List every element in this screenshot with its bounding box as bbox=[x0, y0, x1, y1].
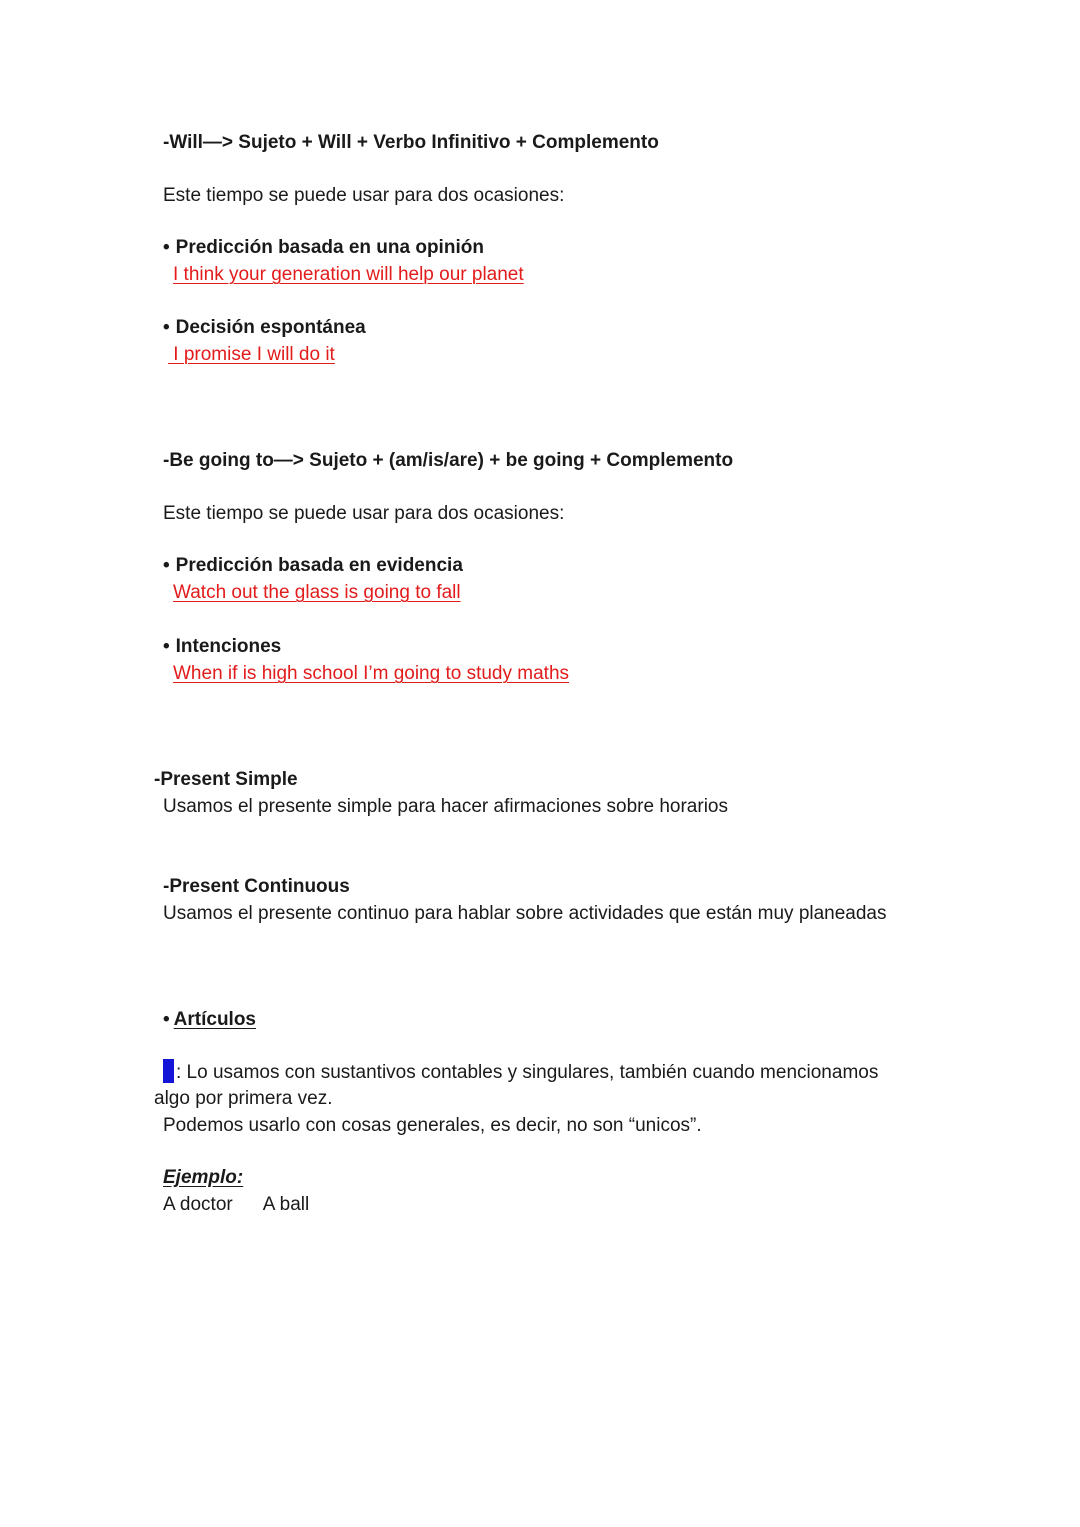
present-simple-text: Usamos el presente simple para hacer afirmaciones sobre horarios bbox=[163, 796, 728, 817]
will-item-2-example: I promise I will do it bbox=[168, 344, 335, 365]
going-to-item-1-title bbox=[163, 553, 463, 579]
will-item-2-title bbox=[163, 315, 366, 341]
examples-line bbox=[163, 1192, 309, 1218]
will-item-1-title bbox=[163, 235, 484, 261]
present-continuous-text: Usamos el presente continuo para hablar sobre actividades que están muy planeadas bbox=[163, 903, 887, 924]
highlight-marker-icon bbox=[163, 1059, 174, 1083]
bullet-icon: • bbox=[163, 317, 170, 338]
bullet-icon: • bbox=[163, 1009, 170, 1030]
going-to-item-2-title bbox=[163, 634, 281, 660]
present-simple-heading: -Present Simple bbox=[154, 769, 298, 790]
will-item-1-title-text: Predicción basada en una opinión bbox=[175, 237, 484, 258]
articulos-line-1 bbox=[163, 1059, 878, 1086]
bullet-icon: • bbox=[163, 636, 170, 657]
bullet-icon: • bbox=[163, 237, 170, 258]
present-continuous-heading: -Present Continuous bbox=[163, 876, 350, 897]
example-label: Ejemplo: bbox=[163, 1167, 244, 1188]
articulos-heading-text: Artículos bbox=[173, 1009, 257, 1030]
example-item-1: A doctor bbox=[163, 1194, 233, 1215]
will-heading: -Will—> Sujeto + Will + Verbo Infinitivo + Complemento bbox=[163, 132, 659, 153]
articulos-line-1-text: : Lo usamos con sustantivos contables y singulares, también cuando mencionamos bbox=[176, 1062, 879, 1083]
will-item-1-example: I think your generation will help our planet bbox=[173, 264, 524, 285]
articulos-line-2: algo por primera vez. bbox=[154, 1088, 333, 1109]
will-intro: Este tiempo se puede usar para dos ocasiones: bbox=[163, 185, 565, 206]
going-to-item-1-title-text: Predicción basada en evidencia bbox=[175, 555, 463, 576]
articulos-line-3: Podemos usarlo con cosas generales, es decir, no son “unicos”. bbox=[163, 1115, 702, 1136]
going-to-item-2-title-text: Intenciones bbox=[175, 636, 282, 657]
example-item-2: A ball bbox=[262, 1194, 310, 1215]
will-item-2-title-text: Decisión espontánea bbox=[175, 317, 366, 338]
articulos-heading bbox=[163, 1007, 256, 1033]
bullet-icon: • bbox=[163, 555, 170, 576]
going-to-item-1-example: Watch out the glass is going to fall bbox=[173, 582, 461, 603]
going-to-item-2-example: When if is high school I’m going to study maths bbox=[173, 663, 570, 684]
going-to-intro: Este tiempo se puede usar para dos ocasiones: bbox=[163, 503, 565, 524]
going-to-heading: -Be going to—> Sujeto + (am/is/are) + be going + Complemento bbox=[163, 450, 734, 471]
